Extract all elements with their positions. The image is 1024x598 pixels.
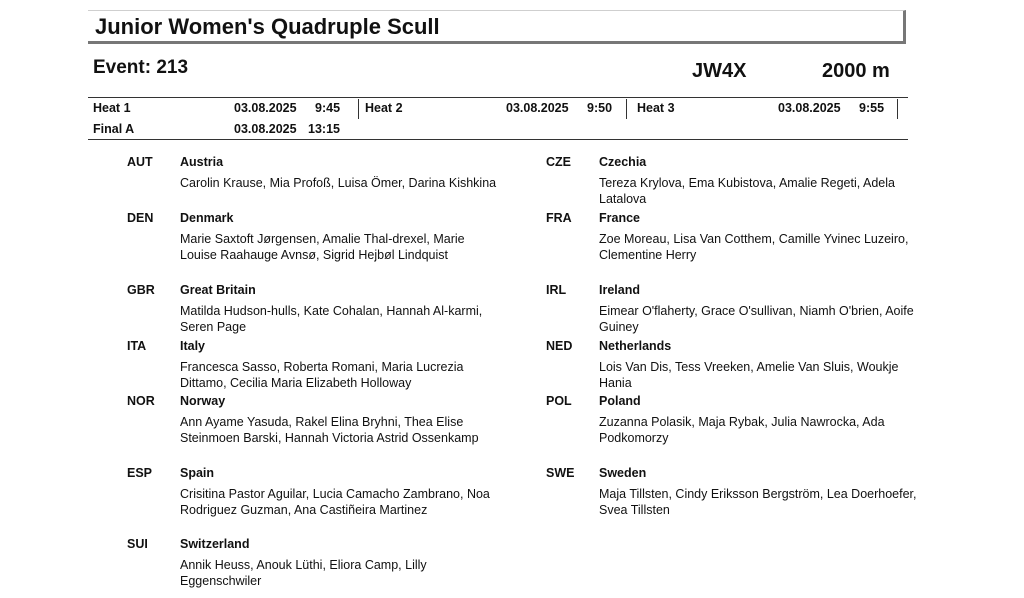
final-a-date: 03.08.2025 <box>234 122 297 136</box>
schedule-divider <box>897 99 898 119</box>
country-name: Great Britain <box>180 283 256 297</box>
country-code: ITA <box>127 339 147 353</box>
final-a-name: Final A <box>93 122 135 136</box>
country-code: SUI <box>127 537 148 551</box>
country-name: Switzerland <box>180 537 250 551</box>
schedule-divider <box>626 99 627 119</box>
country-code: CZE <box>546 155 571 169</box>
heat-2-name: Heat 2 <box>365 101 403 115</box>
rower-list: Zuzanna Polasik, Maja Rybak, Julia Nawrocka, Ada Podkomorzy <box>599 415 885 445</box>
country-code: ESP <box>127 466 153 480</box>
rower-list: Francesca Sasso, Roberta Romani, Maria Lucrezia Dittamo, Cecilia Maria Elizabeth Holloway <box>180 360 464 390</box>
schedule-divider <box>358 99 359 119</box>
schedule-bottom-rule <box>88 139 908 140</box>
rower-list: Eimear O'flaherty, Grace O'sullivan, Niamh O'brien, Aoife Guiney <box>599 304 914 334</box>
country-code: IRL <box>546 283 567 297</box>
country-name: Sweden <box>599 466 647 480</box>
rower-list: Maja Tillsten, Cindy Eriksson Bergström, Lea Doerhoefer, Svea Tillsten <box>599 487 917 517</box>
heat-3-date: 03.08.2025 <box>778 101 841 115</box>
country-code: DEN <box>127 211 154 225</box>
country-code: GBR <box>127 283 155 297</box>
country-name: Spain <box>180 466 215 480</box>
heat-3-time: 9:55 <box>859 101 885 115</box>
country-name: Italy <box>180 339 206 353</box>
rower-list: Crisitina Pastor Aguilar, Lucia Camacho Zambrano, Noa Rodriguez Guzman, Ana Castiñeira Martinez <box>180 487 490 517</box>
country-name: Austria <box>180 155 224 169</box>
heat-2-time: 9:50 <box>587 101 613 115</box>
rower-list: Ann Ayame Yasuda, Rakel Elina Bryhni, Thea Elise Steinmoen Barski, Hannah Victoria Astrid Ossenkamp <box>180 415 479 445</box>
country-code: NOR <box>127 394 155 408</box>
heat-2-date: 03.08.2025 <box>506 101 569 115</box>
boat-class-code: JW4X <box>692 60 747 82</box>
rower-list: Annik Heuss, Anouk Lüthi, Eliora Camp, Lilly Eggenschwiler <box>180 558 427 588</box>
country-name: Netherlands <box>599 339 672 353</box>
heat-1-name: Heat 1 <box>93 101 131 115</box>
rower-list: Zoe Moreau, Lisa Van Cotthem, Camille Yvinec Luzeiro, Clementine Herry <box>599 232 909 262</box>
country-code: NED <box>546 339 573 353</box>
heat-3-name: Heat 3 <box>637 101 675 115</box>
rower-list: Tereza Krylova, Ema Kubistova, Amalie Regeti, Adela Latalova <box>599 176 895 206</box>
schedule-top-rule <box>88 97 908 98</box>
rower-list: Marie Saxtoft Jørgensen, Amalie Thal-drexel, Marie Louise Raahauge Avnsø, Sigrid Hejbøl Lindquist <box>180 232 465 262</box>
country-name: Poland <box>599 394 641 408</box>
country-name: Denmark <box>180 211 234 225</box>
race-distance: 2000 m <box>822 60 890 82</box>
heat-1-date: 03.08.2025 <box>234 101 297 115</box>
heat-1-time: 9:45 <box>315 101 341 115</box>
rower-list: Lois Van Dis, Tess Vreeken, Amelie Van Sluis, Woukje Hania <box>599 360 899 390</box>
country-name: France <box>599 211 640 225</box>
country-name: Ireland <box>599 283 640 297</box>
page-title: Junior Women's Quadruple Scull <box>95 14 440 39</box>
country-name: Norway <box>180 394 226 408</box>
event-number: Event: 213 <box>93 57 189 78</box>
country-code: AUT <box>127 155 153 169</box>
country-code: POL <box>546 394 572 408</box>
country-code: SWE <box>546 466 575 480</box>
rower-list: Matilda Hudson-hulls, Kate Cohalan, Hannah Al-karmi, Seren Page <box>180 304 483 334</box>
country-name: Czechia <box>599 155 647 169</box>
rower-list: Carolin Krause, Mia Profoß, Luisa Ömer, Darina Kishkina <box>180 176 497 190</box>
final-a-time: 13:15 <box>308 122 340 136</box>
country-code: FRA <box>546 211 572 225</box>
